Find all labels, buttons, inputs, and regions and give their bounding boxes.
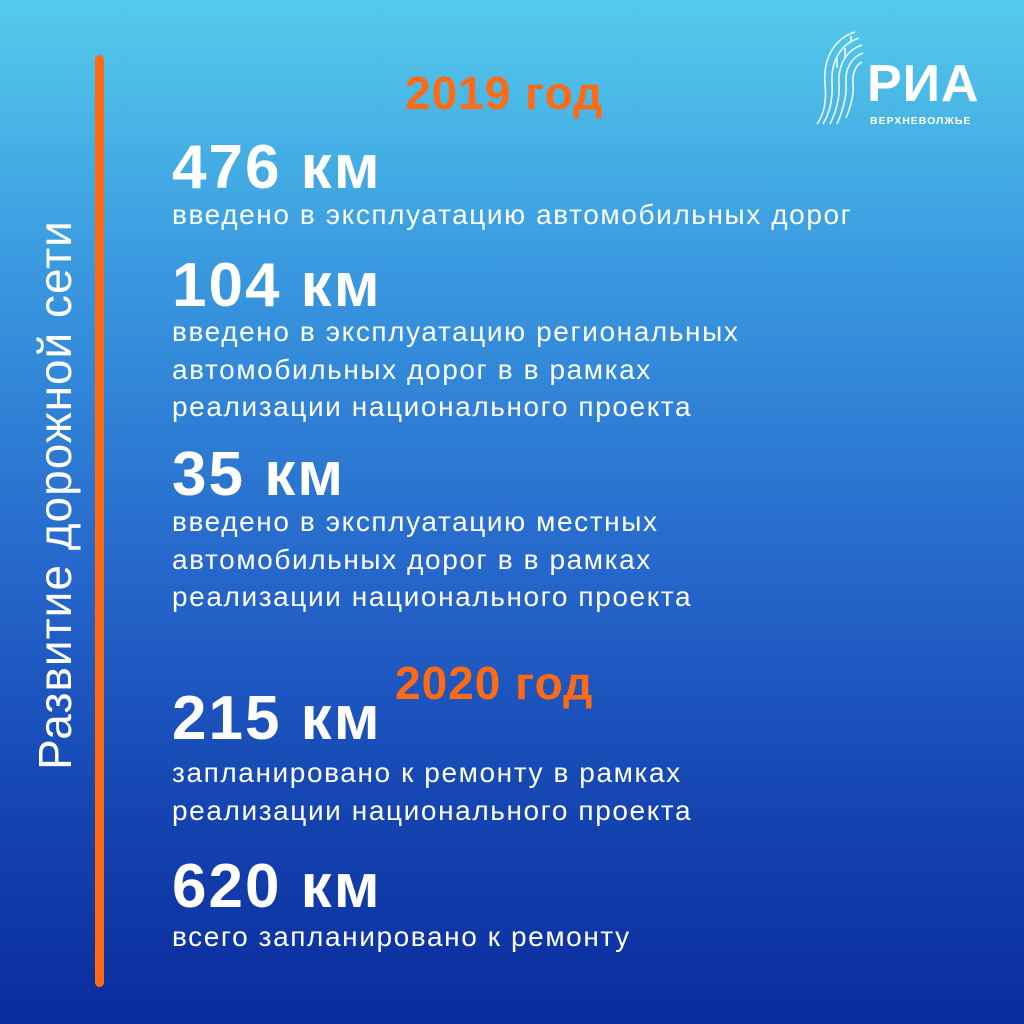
year-heading-2020: 2020 год [395, 657, 594, 709]
description-line: запланировано к ремонту в рамках [172, 757, 682, 788]
logo-subtitle: ВЕРХНЕВОЛЖЬЕ [870, 115, 972, 127]
description-line: всего запланировано к ремонту [172, 921, 631, 952]
fingerprint-logo-icon [815, 28, 875, 128]
logo-name: РИА [867, 55, 980, 113]
accent-bar [95, 55, 104, 987]
description-line: реализации национального проекта [172, 581, 693, 612]
year-heading-2019: 2019 год [405, 67, 604, 119]
stat-value: 476 км [172, 133, 382, 202]
description-line: реализации национального проекта [172, 794, 693, 826]
description-line: введено в эксплуатацию местных [172, 506, 659, 537]
stat-description [172, 313, 739, 426]
stat-value: 215 км [172, 684, 382, 753]
stat-description [172, 918, 631, 956]
stat-description [172, 503, 692, 616]
description-line: автомобильных дорог в в рамках [172, 543, 652, 575]
description-line: автомобильных дорог в в рамках [172, 353, 652, 385]
ria-logo [815, 28, 1005, 128]
description-line: введено в эксплуатацию региональных [172, 316, 740, 347]
description-line: реализации национального проекта [172, 391, 693, 422]
stat-description [172, 754, 692, 829]
side-title: Развитие дорожной сети [29, 220, 81, 770]
stat-value: 620 км [172, 852, 382, 921]
stat-value: 104 км [172, 251, 382, 320]
stat-description [172, 196, 852, 234]
description-line: введено в эксплуатацию автомобильных дорог [172, 199, 853, 230]
stat-value: 35 км [172, 440, 346, 509]
